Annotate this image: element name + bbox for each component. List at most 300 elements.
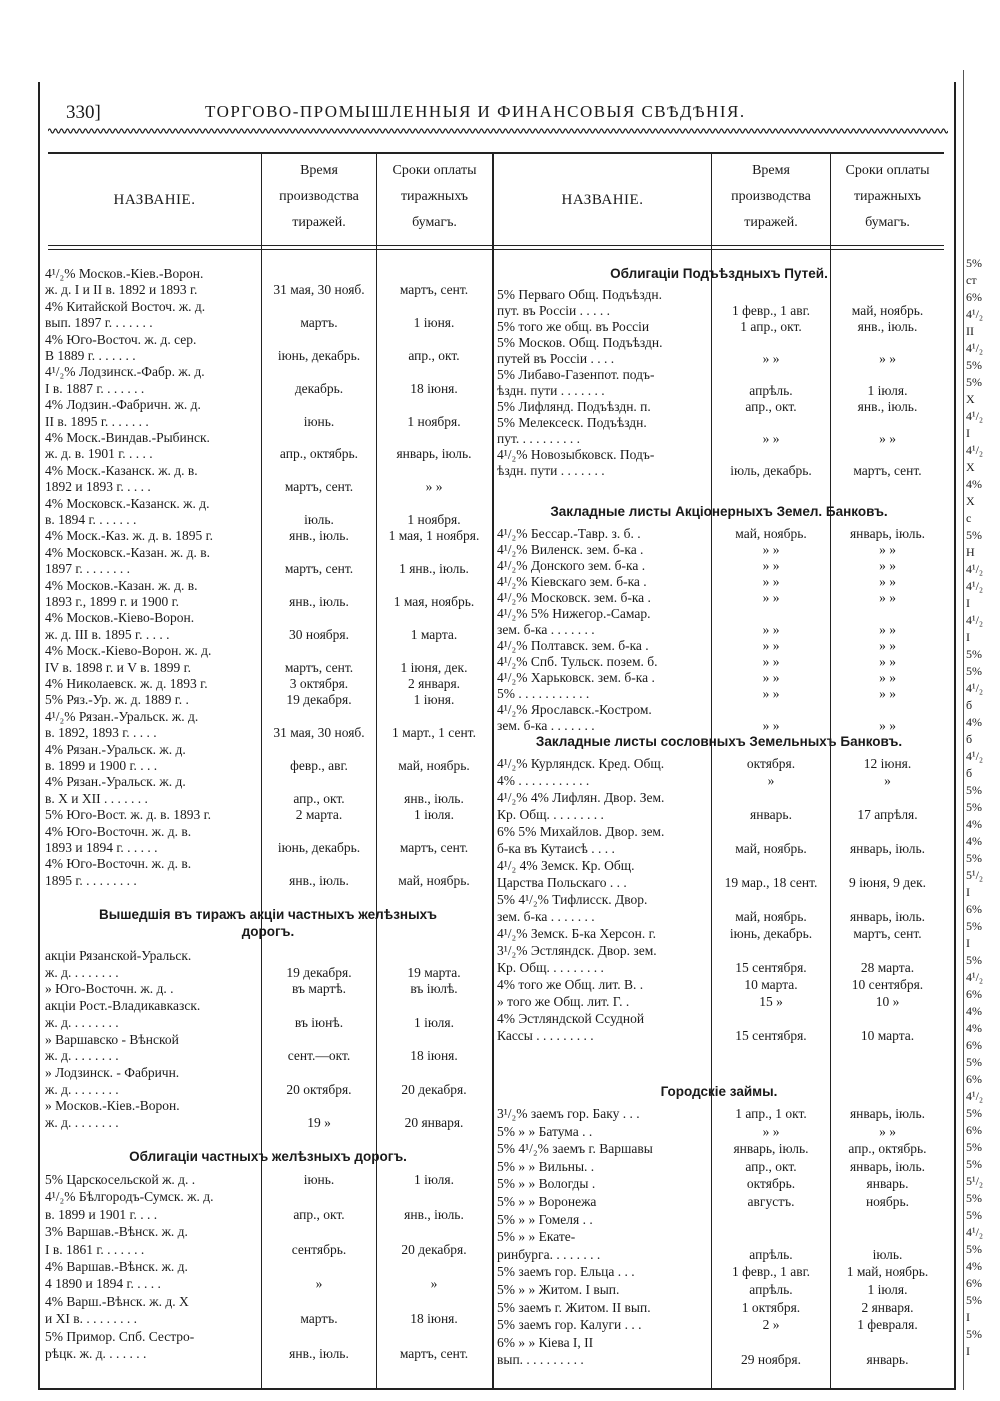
header-terms-left <box>377 158 492 236</box>
name-cell: 3¹/₂% Эстляндск. Двор. зем. <box>497 943 657 958</box>
time-cell: 1 февр., 1 авг. <box>732 1264 810 1280</box>
name-cell: 4% Москов.-Кіево-Ворон. <box>45 610 195 626</box>
time-cell: » » <box>762 638 780 653</box>
edge-fragment: 5¹/₂ <box>966 868 984 882</box>
name-cell: в. 1899 и 1901 г. . . . <box>45 1206 158 1222</box>
name-cell: и XI в. . . . . . . . . <box>45 1311 137 1327</box>
terms-cell: 20 декабря. <box>401 1081 467 1097</box>
time-cell: августъ. <box>747 1194 795 1209</box>
header-time-left-l3: тиражей. <box>292 215 346 230</box>
edge-fragment: I <box>966 1344 970 1358</box>
terms-cell: 1 ноября. <box>407 413 461 429</box>
edge-fragment: 5% <box>966 783 982 797</box>
edge-fragment: II <box>966 324 974 338</box>
col-divider-center <box>492 154 494 1389</box>
time-cell: 15 » <box>759 994 783 1009</box>
terms-cell: мартъ, сент. <box>399 1346 469 1361</box>
frame-right-rule <box>954 82 956 1390</box>
time-cell: сентябрь. <box>291 1241 347 1257</box>
section-title-estate-land-banks: Закладные листы сословныхъ Земельныхъ Банковъ. <box>535 734 903 749</box>
time-cell: » » <box>762 670 780 685</box>
name-cell: 5% » » Житом. I вып. <box>497 1282 620 1297</box>
terms-cell: январь, іюль. <box>849 1158 926 1174</box>
terms-cell: 1 март., 1 сент. <box>392 725 476 741</box>
name-cell: 5% Москов. Общ. Подъѣздн. <box>497 335 663 350</box>
time-cell: мартъ, сент. <box>284 479 354 495</box>
terms-cell: 17 апрѣля. <box>857 807 918 822</box>
name-cell: 4% Николаевск. ж. д. 1893 г. <box>45 676 208 691</box>
header-time-right <box>712 158 830 236</box>
name-cell: 4% Юго-Восточн. ж. д. в. <box>45 856 192 872</box>
header-bottom-rule-2 <box>48 249 944 250</box>
edge-fragment: I <box>966 885 970 899</box>
name-cell: 5% Лифлянд. Подъѣздн. п. <box>497 399 651 414</box>
time-cell: » » <box>762 718 780 733</box>
time-cell: въ іюнѣ. <box>294 1014 344 1030</box>
name-cell: 5% » » Екате- <box>497 1229 576 1245</box>
name-cell: 4¹/₂% Московск. зем. б-ка . <box>497 590 651 605</box>
name-cell: 4% Московск.-Казанск. ж. д. <box>45 495 210 511</box>
edge-fragment: 5% <box>966 1208 982 1222</box>
edge-fragment: с <box>966 511 972 525</box>
name-cell: 5% » » Вильны. . <box>497 1158 595 1174</box>
time-cell: іюль. <box>304 512 334 527</box>
time-cell: 31 мая, 30 нояб. <box>273 725 365 741</box>
time-cell: » » <box>762 351 780 366</box>
time-cell: 15 сентября. <box>735 960 807 975</box>
terms-cell: 1 іюля. <box>414 807 454 823</box>
edge-fragment: 4% <box>966 834 982 848</box>
edge-fragment: б <box>966 698 973 712</box>
name-cell: 4% Рязан.-Уральск. ж. д. <box>45 741 186 757</box>
terms-cell: » » <box>879 686 896 701</box>
name-cell: 5% того же общ. въ Россіи <box>497 319 650 334</box>
name-cell: акціи Рост.-Владикавказск. <box>45 998 201 1014</box>
terms-cell: 10 сентября. <box>851 977 924 992</box>
time-cell: янв., іюль. <box>289 1346 349 1361</box>
terms-cell: 1 іюля. <box>414 1014 454 1030</box>
name-cell: акціи Рязанской-Уральск. <box>45 948 192 963</box>
edge-fragment: 4¹/₂ <box>966 443 984 457</box>
name-cell: 5% 4¹/₂% Тифлисск. Двор. <box>497 892 648 907</box>
edge-fragment: 5% <box>966 528 982 542</box>
name-cell: в. X и XII . . . . . . . <box>45 790 148 806</box>
name-cell: ж. д. . . . . . . . <box>45 964 119 980</box>
time-cell: » » <box>762 542 780 557</box>
time-cell: 31 мая, 30 нояб. <box>273 282 365 298</box>
name-cell: 1897 г. . . . . . . . <box>45 561 131 577</box>
time-cell: янв., іюль. <box>289 594 349 609</box>
name-cell: I в. 1887 г. . . . . . . <box>45 380 145 396</box>
time-cell: 2 » <box>762 1317 780 1333</box>
time-cell: мартъ, сент. <box>284 561 354 577</box>
name-cell: 5% . . . . . . . . . . . <box>497 686 590 701</box>
time-cell: апрѣль. <box>749 1282 793 1297</box>
name-cell: ѣздн. пути . . . . . . . <box>497 383 605 398</box>
edge-fragment: 4% <box>966 817 982 831</box>
terms-cell: » <box>430 1276 438 1292</box>
name-cell: 4¹/₂% Спб. Тульск. позем. б. <box>497 654 658 669</box>
terms-cell: » » <box>879 638 896 653</box>
terms-cell: въ іюлѣ. <box>410 981 458 997</box>
name-cell: 5% заемъ гор. Ельца . . . <box>497 1264 635 1280</box>
terms-cell: 2 января. <box>407 676 461 691</box>
name-cell: 4¹/₂% Полтавск. зем. б-ка . <box>497 638 649 653</box>
edge-fragment: 6% <box>966 290 982 304</box>
page-number: 330] <box>66 102 101 123</box>
name-cell: 4¹/₂% Харьковск. зем. б-ка . <box>497 670 655 685</box>
section-title-city-loans: Городскіе займы. <box>660 1084 778 1099</box>
time-cell: апрѣль. <box>749 383 793 398</box>
name-cell: 5% Мелексеск. Подъѣздн. <box>497 415 647 430</box>
header-terms-right-l1: Сроки оплаты <box>845 163 930 178</box>
name-cell: ж. д. . . . . . . . <box>45 1014 119 1030</box>
terms-cell: мартъ, сент. <box>853 463 922 478</box>
name-cell: Царства Польскаго . . . <box>497 875 627 890</box>
time-cell: мартъ. <box>300 1311 338 1327</box>
terms-cell: 2 января. <box>861 1299 914 1315</box>
name-cell: зем. б-ка . . . . . . . <box>497 622 595 637</box>
terms-cell: мартъ, сент. <box>853 926 922 941</box>
name-cell: 1892 и 1893 г. . . . . <box>45 479 151 495</box>
time-cell: апрѣль. <box>749 1246 793 1262</box>
name-cell: 5% Царскосельской ж. д. . <box>45 1172 196 1187</box>
name-cell: 5% » » Вологды . <box>497 1176 596 1192</box>
terms-cell: » » <box>879 574 896 589</box>
terms-cell: 19 марта. <box>407 964 461 980</box>
name-cell: 5% 4¹/₂% заемъ г. Варшавы <box>497 1141 653 1157</box>
section-title-joint-stock-land-banks: Закладные листы Акціонерныхъ Земел. Банковъ. <box>550 504 888 519</box>
name-cell: » Москов.-Кіев.-Ворон. <box>45 1098 180 1114</box>
edge-fragment: I <box>966 426 970 440</box>
terms-cell: май, ноябрь. <box>851 303 924 318</box>
header-top-rule <box>48 152 944 154</box>
terms-cell: 1 ноября. <box>407 512 461 527</box>
name-cell: Кассы . . . . . . . . . <box>497 1028 594 1043</box>
terms-cell: 1 іюля. <box>867 1282 908 1297</box>
header-time-right-l1: Время <box>752 163 790 178</box>
name-cell: 4% Китайской Восточ. ж. д. <box>45 298 206 314</box>
edge-fragment: 4¹/₂ <box>966 307 984 321</box>
edge-fragment: б <box>966 732 973 746</box>
edge-fragment: 4¹/₂ <box>966 681 984 695</box>
terms-cell: » » <box>425 479 443 495</box>
edge-fragment: I <box>966 630 970 644</box>
time-cell: іюль, декабрь. <box>730 463 812 478</box>
time-cell: іюнь, декабрь. <box>729 926 813 941</box>
time-cell: 19 декабря. <box>286 964 352 980</box>
edge-fragment: 4¹/₂ <box>966 749 984 763</box>
terms-cell: 9 іюня, 9 дек. <box>848 875 927 890</box>
terms-cell: 1 мая, ноябрь. <box>393 594 475 609</box>
name-cell: 4¹/₂% Рязан.-Уральск. ж. д. <box>45 708 199 724</box>
page-title: ТОРГОВО-ПРОМЫШЛЕННЫЯ И ФИНАНСОВЫЯ СВѢДѢНІЯ. <box>205 102 746 121</box>
name-cell: 1893 и 1894 г. . . . . . <box>45 840 158 855</box>
header-terms-right-l2: тиражныхъ <box>853 189 922 204</box>
name-cell: 4¹/₂% Земск. Б-ка Херсон. г. <box>497 926 657 941</box>
header-terms-left-l3: бумагъ. <box>412 215 457 230</box>
time-cell: апр., окт. <box>293 1206 345 1222</box>
time-cell: » » <box>762 558 780 573</box>
name-cell: зем. б-ка . . . . . . . <box>497 909 595 924</box>
name-cell: ж. д. . . . . . . . <box>45 1081 119 1097</box>
terms-cell: 1 май, ноябрь. <box>846 1264 929 1280</box>
name-cell: рѣцк. ж. д. . . . . . . <box>45 1346 147 1361</box>
terms-cell: январь, іюль. <box>396 446 472 462</box>
edge-fragment: 6% <box>966 1123 982 1137</box>
terms-cell: 1 іюня. <box>413 692 455 708</box>
name-cell: » того же Общ. лит. Г. . <box>497 994 630 1009</box>
edge-fragment: 5% <box>966 1157 982 1171</box>
time-cell: іюнь. <box>303 413 335 429</box>
section-title-private-railway-bonds: Облигаціи частныхъ желѣзныхъ дорогъ. <box>129 1149 407 1164</box>
time-cell: » » <box>762 1123 780 1139</box>
name-cell: I в. 1861 г. . . . . . . <box>45 1241 145 1257</box>
time-cell: » <box>767 773 775 788</box>
time-cell: январь, іюль. <box>733 1141 809 1157</box>
edge-fragment: I <box>966 1310 970 1324</box>
name-cell: II в. 1895 г. . . . . . . <box>45 413 149 429</box>
header-time-right-l2: производства <box>731 189 811 204</box>
edge-fragment: 5% <box>966 375 982 389</box>
header-time-left-l2: производства <box>279 189 359 204</box>
name-cell: путей въ Россіи . . . . <box>497 351 615 366</box>
edge-fragment: 5% <box>966 1242 982 1256</box>
terms-cell: іюль. <box>872 1246 903 1262</box>
time-cell: іюнь, декабрь. <box>277 348 361 363</box>
time-cell: апр., октябрь. <box>279 446 359 462</box>
terms-cell: янв., іюль. <box>404 790 464 806</box>
time-cell: октябрь. <box>746 1176 796 1192</box>
terms-cell: 1 іюля. <box>414 1172 454 1187</box>
frame-left-rule <box>38 82 40 1390</box>
terms-cell: » » <box>879 351 896 366</box>
terms-cell: » <box>884 773 891 788</box>
name-cell: 4 1890 и 1894 г. . . . . <box>45 1276 161 1292</box>
edge-fragment: 4% <box>966 1021 982 1035</box>
name-cell: в. 1899 и 1900 г. . . . <box>45 758 158 773</box>
terms-cell: апр., октябрь. <box>848 1141 927 1157</box>
name-cell: 5% Ряз.-Ур. ж. д. 1889 г. . <box>45 692 189 708</box>
terms-cell: январь, іюль. <box>849 526 926 541</box>
name-cell: 4¹/₂% Бѣлгородъ-Сумск. ж. д. <box>45 1189 214 1205</box>
time-cell: » » <box>762 622 780 637</box>
time-cell: 20 октября. <box>286 1081 352 1097</box>
name-cell: 4¹/₂% Бессар.-Тавр. з. б. . <box>497 526 641 541</box>
terms-cell: 1 февраля. <box>857 1317 918 1333</box>
terms-cell: 1 іюня. <box>413 315 455 331</box>
name-cell: 4% Эстляндской Ссудной <box>497 1011 645 1026</box>
time-cell: 3 октября. <box>289 676 349 691</box>
header-bottom-rule <box>48 245 944 246</box>
name-cell: пут. . . . . . . . . . <box>497 431 580 446</box>
time-cell: » » <box>762 431 780 446</box>
adjacent-page-rule <box>963 70 964 1390</box>
time-cell: » » <box>762 654 780 669</box>
time-cell: » » <box>762 686 780 701</box>
section-title-drawn-shares-l2: дорогъ. <box>241 924 295 939</box>
name-cell: 4% Московск.-Казан. ж. д. в. <box>45 544 211 560</box>
edge-fragment: 5¹/₂ <box>966 1174 984 1188</box>
edge-fragment: 5% <box>966 256 982 270</box>
edge-fragment: 4¹/₂ <box>966 613 984 627</box>
time-cell: январь. <box>750 807 792 822</box>
edge-fragment: Х <box>966 392 975 406</box>
edge-fragment: 5% <box>966 1191 982 1205</box>
time-cell: 15 сентября. <box>735 1028 807 1043</box>
terms-cell: » » <box>879 670 896 685</box>
edge-fragment: 5% <box>966 664 982 678</box>
time-cell: сент.—окт. <box>287 1048 351 1064</box>
time-cell: 1 октября. <box>741 1299 801 1315</box>
name-cell: 3% Варшав.-Вѣнск. ж. д. <box>45 1224 188 1240</box>
time-cell: въ мартѣ. <box>291 981 346 997</box>
header-terms-right <box>831 158 944 236</box>
edge-fragment: 4¹/₂ <box>966 1225 984 1239</box>
edge-fragment: 4¹/₂ <box>966 562 984 576</box>
frame-bottom-rule <box>38 1388 956 1390</box>
terms-cell: 1 янв., іюль. <box>399 561 469 577</box>
edge-fragment: б <box>966 766 973 780</box>
terms-cell: январь, іюль. <box>849 909 926 924</box>
time-cell: октября. <box>746 756 796 771</box>
name-cell: 4¹/₂% Курляндск. Кред. Общ. <box>497 756 665 771</box>
name-cell: Кр. Общ. . . . . . . . . <box>497 960 604 975</box>
name-cell: IV в. 1898 г. и V в. 1899 г. <box>45 659 192 675</box>
time-cell: іюнь, декабрь. <box>277 840 361 855</box>
edge-fragment: 5% <box>966 1140 982 1154</box>
name-cell: ж. д. . . . . . . . <box>45 1115 119 1130</box>
wavy-rule <box>48 126 948 136</box>
name-cell: » Лодзинск. - Фабричн. <box>45 1064 180 1080</box>
section-title-drawn-shares-l1: Вышедшія въ тиражъ акціи частныхъ желѣзныхъ <box>99 907 437 922</box>
time-cell: » <box>315 1276 323 1292</box>
name-cell: 4% Лодзин.-Фабричн. ж. д. <box>45 397 201 413</box>
name-cell: 4% Рязан.-Уральск. ж. д. <box>45 774 186 790</box>
name-cell: 4% Москов.-Казан. ж. д. в. <box>45 577 198 593</box>
time-cell: 29 ноября. <box>740 1352 801 1368</box>
terms-cell: » » <box>879 590 896 605</box>
terms-cell: январь. <box>866 1352 909 1368</box>
name-cell: в. 1894 г. . . . . . . <box>45 512 137 527</box>
name-cell: 5% » » Воронежа <box>497 1194 597 1209</box>
name-cell: 3¹/₂% заемъ гор. Баку . . . <box>497 1106 640 1121</box>
terms-cell: янв., іюль. <box>857 319 918 334</box>
time-cell: 1 февр., 1 авг. <box>732 303 810 318</box>
name-cell: 5% заемъ г. Житом. II вып. <box>497 1299 651 1315</box>
name-cell: 5% Юго-Вост. ж. д. в. 1893 г. <box>45 807 211 823</box>
terms-cell: 1 марта. <box>410 626 458 642</box>
time-cell: февр., авг. <box>290 758 348 773</box>
edge-fragment: 5% <box>966 1293 982 1307</box>
terms-cell: » » <box>879 1123 896 1139</box>
terms-cell: » » <box>879 622 896 637</box>
section-title-drawn-shares <box>45 906 491 940</box>
time-cell: » » <box>762 590 780 605</box>
terms-cell: май, ноябрь. <box>398 872 470 888</box>
terms-cell: 20 декабря. <box>401 1241 467 1257</box>
terms-cell: 10 » <box>875 994 900 1009</box>
terms-cell: » » <box>879 654 896 669</box>
header-time-left-l1: Время <box>300 163 338 178</box>
name-cell: 4% Моск.-Каз. ж. д. в. 1895 г. <box>45 528 214 544</box>
name-cell: В 1889 г. . . . . . . <box>45 348 136 363</box>
edge-fragment: 5% <box>966 1327 982 1341</box>
terms-cell: 18 іюня. <box>410 1048 458 1064</box>
terms-cell: апр., окт. <box>408 348 460 363</box>
header-terms-right-l3: бумагъ. <box>865 215 910 230</box>
time-cell: апр., окт. <box>745 399 797 414</box>
edge-fragment: 4¹/₂ <box>966 409 984 423</box>
name-cell: 4% Юго-Восточн. ж. д. в. <box>45 823 192 839</box>
edge-fragment: 4¹/₂ <box>966 1089 984 1103</box>
time-cell: 19 мар., 18 сент. <box>724 875 818 890</box>
name-cell: 4¹/₂% 5% Нижегор.-Самар. <box>497 606 651 621</box>
terms-cell: январь. <box>866 1176 909 1192</box>
name-cell: 6% » » Кіева I, II <box>497 1334 594 1350</box>
name-cell: 4¹/₂% Донского зем. б-ка . <box>497 558 646 573</box>
time-cell: 10 марта. <box>744 977 798 992</box>
name-cell: 4¹/₂% Новозыбковск. Подъ- <box>497 447 655 462</box>
edge-fragment: 4¹/₂ <box>966 579 984 593</box>
terms-cell: 10 марта. <box>860 1028 915 1043</box>
name-cell: 4% Моск.-Кіево-Ворон. ж. д. <box>45 643 212 659</box>
terms-cell: 28 марта. <box>860 960 915 975</box>
terms-cell: ноябрь. <box>865 1194 910 1209</box>
terms-cell: 1 іюля. <box>867 383 908 398</box>
name-cell: 4¹/₂% 4% Лифлян. Двор. Зем. <box>497 790 665 805</box>
time-cell: 19 декабря. <box>286 692 352 708</box>
name-cell: ж. д. I и II в. 1892 и 1893 г. <box>45 282 198 298</box>
time-cell: 19 » <box>307 1115 331 1130</box>
time-cell: янв., іюль. <box>289 872 349 888</box>
header-terms-left-l2: тиражныхъ <box>400 189 469 204</box>
edge-fragment: 6% <box>966 1276 982 1290</box>
time-cell: мартъ. <box>300 315 338 331</box>
edge-fragment: 6% <box>966 902 982 916</box>
edge-fragment: 5% <box>966 919 982 933</box>
name-cell: б-ка въ Кутаисѣ . . . . <box>497 841 615 856</box>
name-cell: 5% заемъ гор. Калуги . . . <box>497 1317 642 1333</box>
name-cell: 4% Моск.-Виндав.-Рыбинск. <box>45 430 210 445</box>
name-cell: Кр. Общ. . . . . . . . . <box>497 807 604 822</box>
edge-fragment: 4¹/₂ <box>966 970 984 984</box>
terms-cell: мартъ, сент. <box>399 282 469 298</box>
terms-cell: » » <box>879 558 896 573</box>
terms-cell: 20 января. <box>404 1115 464 1130</box>
name-cell: 4¹/₂% Виленск. зем. б-ка . <box>497 542 644 557</box>
name-cell: 4% Варшав.-Вѣнск. ж. д. <box>45 1259 188 1274</box>
name-cell: 1895 г. . . . . . . . . <box>45 872 137 888</box>
time-cell: 1 апр., 1 окт. <box>735 1106 807 1121</box>
name-cell: 5% » » Батума . . <box>497 1123 593 1139</box>
name-cell: 4¹/₂% Кіевскаго зем. б-ка . <box>497 574 647 589</box>
terms-cell: янв., іюль. <box>857 399 918 414</box>
edge-fragment: 4% <box>966 1004 982 1018</box>
terms-cell: 18 іюня. <box>410 1311 458 1327</box>
time-cell: 1 апр., окт. <box>740 319 802 334</box>
edge-fragment: I <box>966 596 970 610</box>
terms-cell: мартъ, сент. <box>399 840 469 855</box>
terms-cell: янв., іюль. <box>404 1206 464 1222</box>
edge-fragment: Н <box>966 545 975 559</box>
terms-cell: май, ноябрь. <box>398 758 470 773</box>
header-time-left <box>262 158 376 236</box>
time-cell: декабрь. <box>294 380 344 396</box>
name-cell: 4% . . . . . . . . . . . <box>497 773 590 788</box>
edge-fragment: 4% <box>966 715 982 729</box>
terms-cell: январь, іюль. <box>849 841 926 856</box>
